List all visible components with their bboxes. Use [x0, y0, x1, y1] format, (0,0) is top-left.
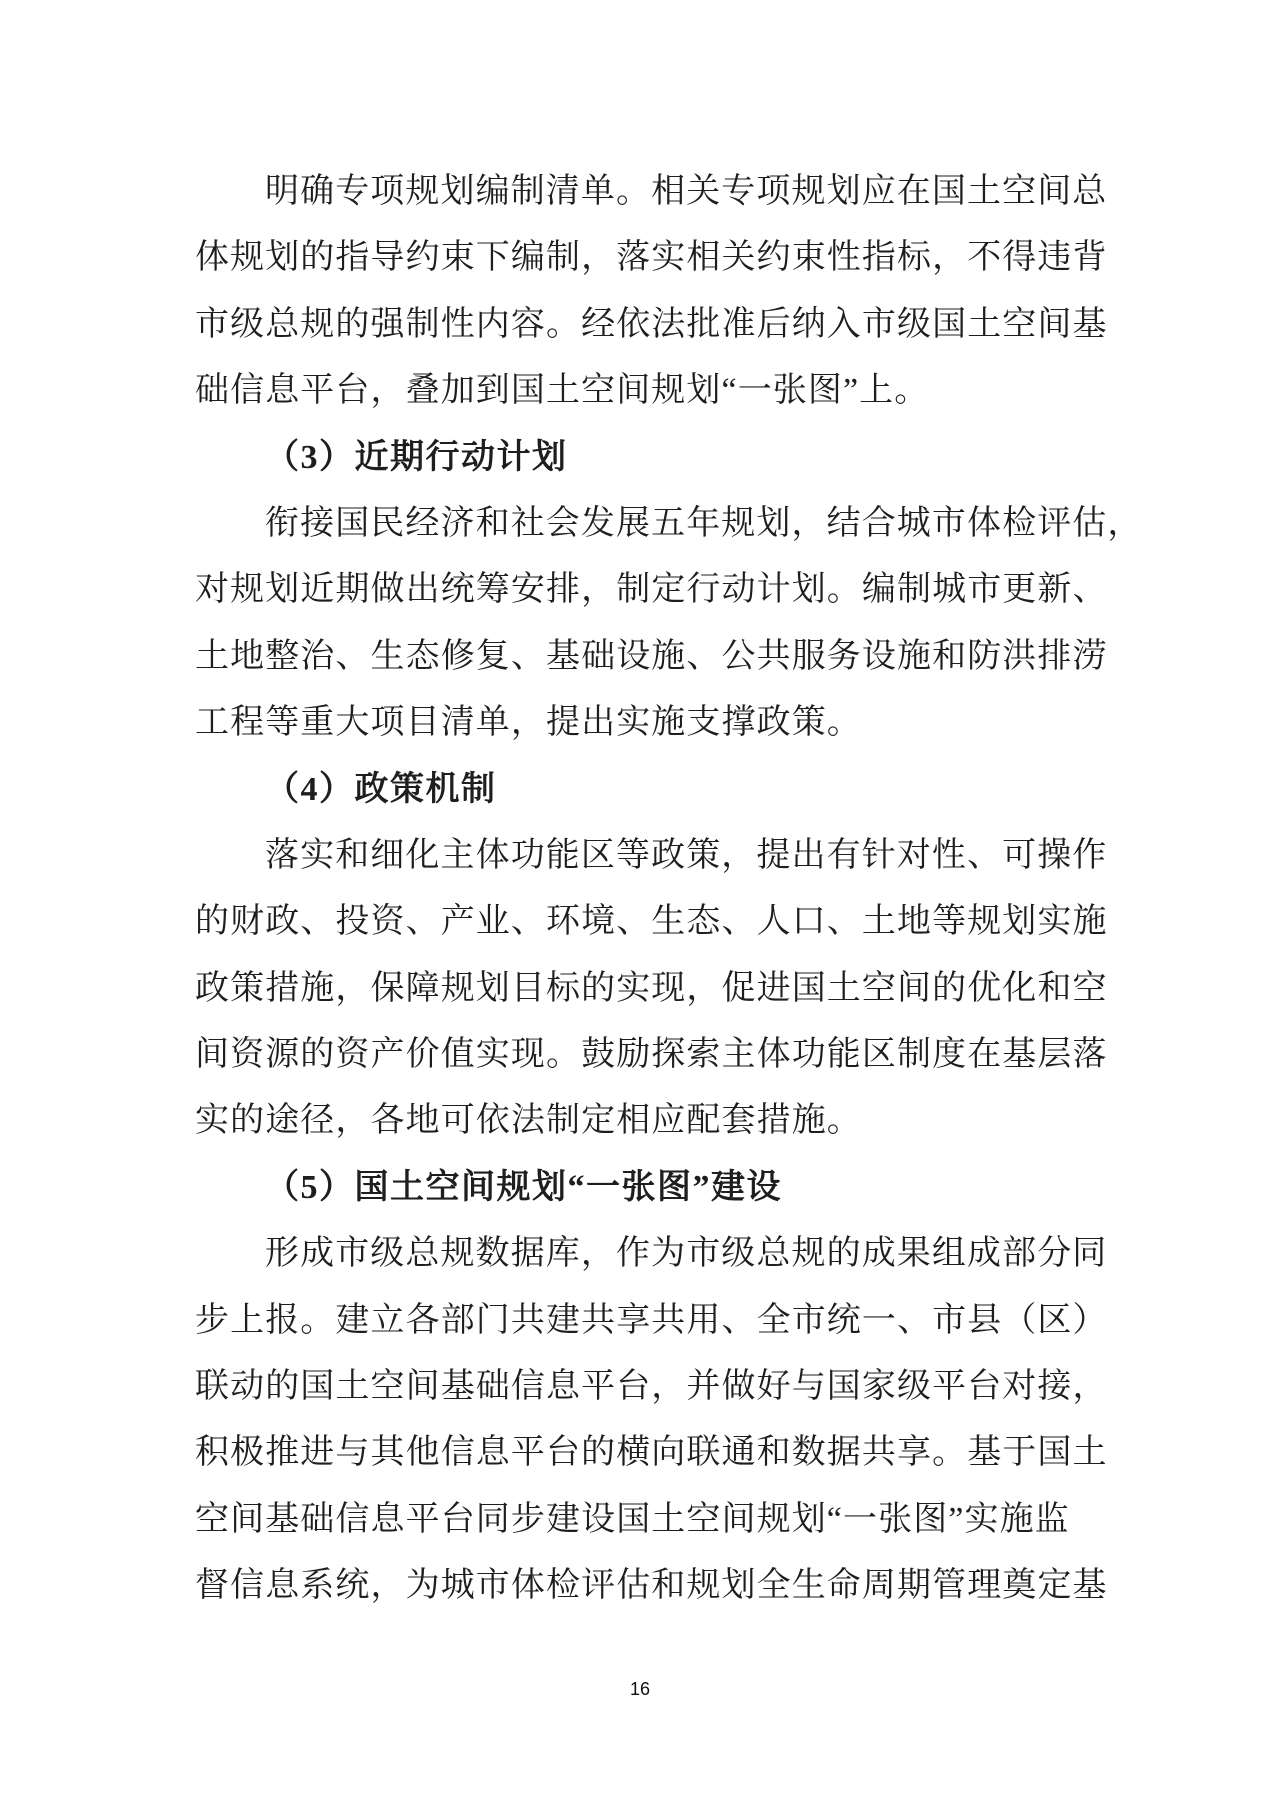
section-heading-3: （3）近期行动计划 — [265, 438, 568, 476]
paragraph-line: 步上报。建立各部门共建共享共用、全市统一、市县（区） — [195, 1301, 1108, 1339]
section-heading-4: （4）政策机制 — [265, 770, 497, 808]
paragraph-line: 政策措施，保障规划目标的实现，促进国土空间的优化和空 — [195, 969, 1108, 1007]
paragraph-line: 积极推进与其他信息平台的横向联通和数据共享。基于国土 — [195, 1434, 1108, 1472]
paragraph-line: 空间基础信息平台同步建设国土空间规划“一张图”实施监 — [195, 1500, 1070, 1538]
paragraph-line: 础信息平台，叠加到国土空间规划“一张图”上。 — [195, 372, 930, 410]
document-text-block — [195, 159, 1143, 1620]
paragraph-line: 衔接国民经济和社会发展五年规划，结合城市体检评估， — [265, 504, 1143, 542]
paragraph-line: 的财政、投资、产业、环境、生态、人口、土地等规划实施 — [195, 903, 1108, 941]
paragraph-line: 明确专项规划编制清单。相关专项规划应在国土空间总 — [265, 173, 1108, 210]
paragraph-line: 实的途径，各地可依法制定相应配套措施。 — [195, 1102, 862, 1140]
paragraph-line: 形成市级总规数据库，作为市级总规的成果组成部分同 — [265, 1235, 1108, 1273]
paragraph-line: 联动的国土空间基础信息平台，并做好与国家级平台对接， — [195, 1368, 1108, 1406]
paragraph-line: 间资源的资产价值实现。鼓励探索主体功能区制度在基层落 — [195, 1036, 1108, 1074]
page-number: 16 — [629, 1679, 651, 1699]
paragraph-line: 土地整治、生态修复、基础设施、公共服务设施和防洪排涝 — [195, 637, 1108, 675]
section-heading-5: （5）国土空间规划“一张图”建设 — [265, 1168, 782, 1206]
paragraph-line: 体规划的指导约束下编制，落实相关约束性指标，不得违背 — [195, 239, 1108, 277]
paragraph-line: 落实和细化主体功能区等政策，提出有针对性、可操作 — [265, 836, 1108, 874]
paragraph-line: 对规划近期做出统筹安排，制定行动计划。编制城市更新、 — [195, 571, 1108, 609]
paragraph-line: 督信息系统，为城市体检评估和规划全生命周期管理奠定基 — [195, 1567, 1108, 1605]
paragraph-line: 工程等重大项目清单，提出实施支撑政策。 — [195, 704, 862, 742]
paragraph-line: 市级总规的强制性内容。经依法批准后纳入市级国土空间基 — [195, 305, 1108, 343]
